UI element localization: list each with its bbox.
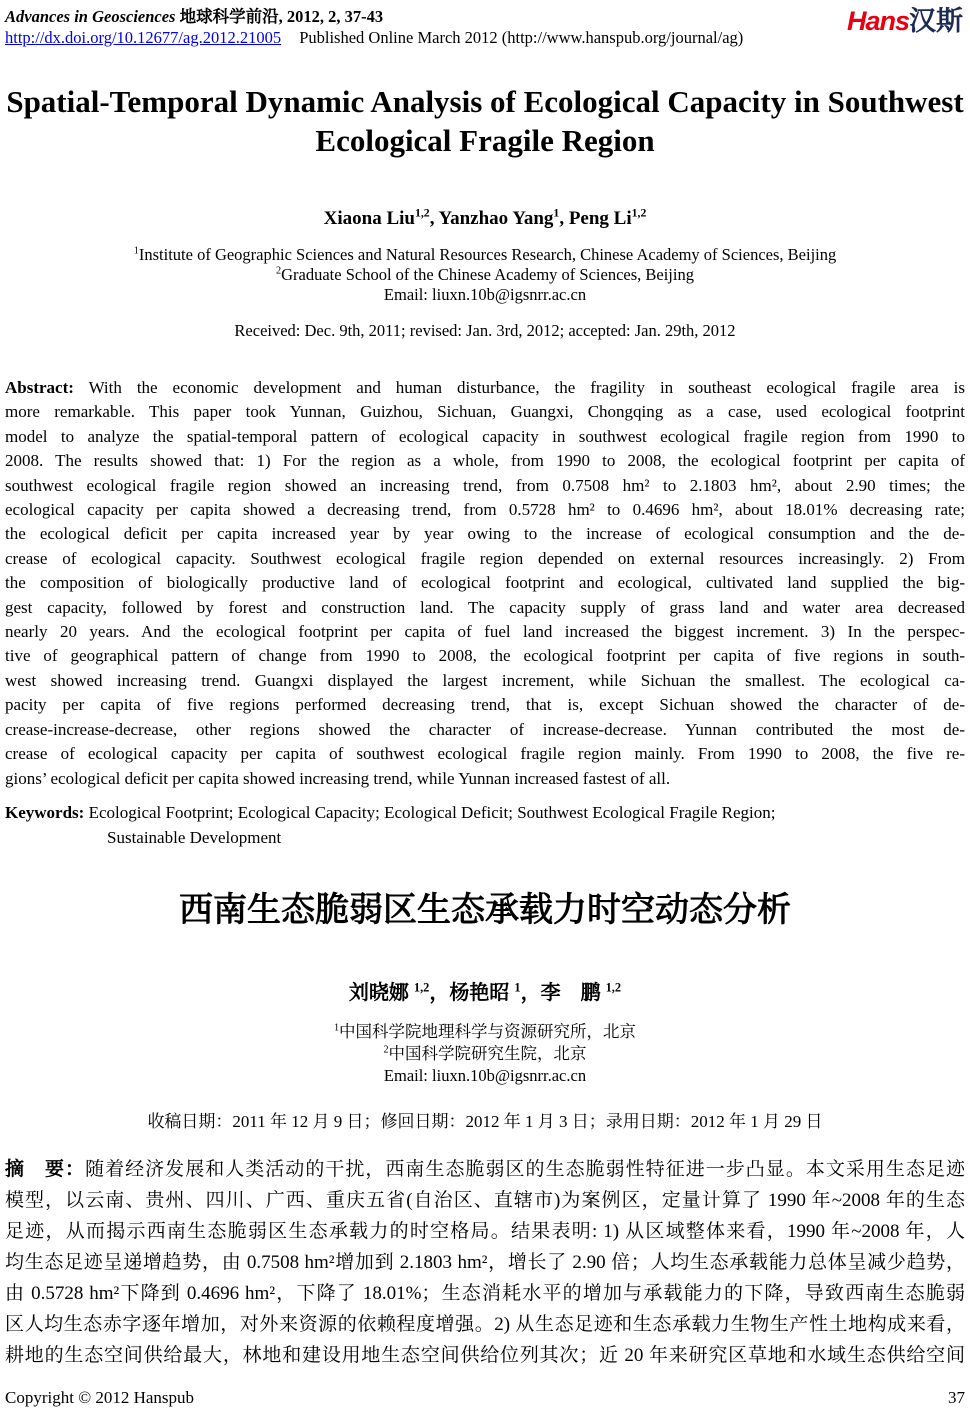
doi-link[interactable]: http://dx.doi.org/10.12677/ag.2012.21005 [5, 28, 282, 47]
author-affiliation-sup: 1,2 [414, 206, 430, 220]
received-dates-english: Received: Dec. 9th, 2011; revised: Jan. 3rd, 2012; accepted: Jan. 29th, 2012 [234, 321, 736, 340]
logo-hans-text: Hans [846, 6, 909, 36]
affiliation-sup: 2 [383, 1044, 389, 1056]
abstract-label: Abstract: [5, 378, 74, 397]
abstract-line: the composition of biologically productive land of ecological footprint and ecological, cultivated land supplied the big- [5, 573, 965, 593]
abstract-line: west showed increasing trend. Guangxi displayed the largest increment, while Sichuan the smallest. The ecological ca- [5, 670, 965, 690]
abstract-line: gions’ ecological deficit per capita showed increasing trend, while Yunnan increased fastest of all. [5, 768, 671, 788]
abstract-line: 足迹，从而揭示西南生态脆弱区生态承载力的时空格局。结果表明: 1) 从区域整体来看，1990 年~2008 年，人 [5, 1220, 965, 1242]
abstract-label: 摘 要： [5, 1158, 86, 1180]
page-footer [5, 1388, 965, 1408]
abstract-line: 区人均生态赤字逐年增加，对外来资源的依赖程度增强。2) 从生态足迹和生态承载力生物生产性土地构成来看， [5, 1313, 965, 1335]
page-header [5, 6, 965, 48]
author-name: , Yanzhao Yang$^1$ [429, 206, 560, 229]
affiliations-chinese [5, 1021, 965, 1087]
email-line: Email: liuxn.10b@igsnrr.ac.cn [383, 1065, 587, 1085]
abstract-line: the ecological deficit per capita increased year by year owing to the increase of ecological consumption and the de- [5, 524, 965, 544]
logo-chinese-text: 汉斯 [909, 6, 963, 36]
affiliation-sup: 2 [276, 265, 282, 277]
keywords-line: Sustainable Development [107, 827, 282, 847]
page-number: 37 [948, 1388, 965, 1407]
abstract-chinese [5, 1154, 965, 1371]
email-line: Email: liuxn.10b@igsnrr.ac.cn [383, 285, 587, 304]
abstract-line: gest capacity, followed by forest and construction land. The capacity supply of grass land and water area decreased [5, 597, 965, 617]
affiliation-line: $^2$Graduate School of the Chinese Academy of Sciences, Beijing [276, 265, 694, 284]
journal-info [5, 6, 743, 48]
author-affiliation-sup: 1,2 [631, 206, 647, 220]
authors-chinese [5, 976, 965, 1005]
authors-english [5, 208, 965, 230]
affiliation-line: $^1$Institute of Geographic Sciences and Natural Resources Research, Chinese Academy of Sciences, Beijing [133, 245, 837, 264]
abstract-line: ecological capacity per capita showed a decreasing trend, from 0.5728 hm² to 0.4696 hm², about 18.01% decreasing rate; [5, 500, 965, 520]
abstract-line: model to analyze the spatial-temporal pattern of ecological capacity in southwest ecological fragile region from 1990 to [5, 426, 965, 446]
author-name: , Peng Li$^{1,2}$ [559, 206, 647, 229]
copyright-text: Copyright © 2012 Hanspub [5, 1388, 195, 1407]
affiliation-sup: 1 [333, 1022, 340, 1034]
abstract-line: more remarkable. This paper took Yunnan, Guizhou, Sichuan, Guangxi, Chongqing as a case, used ecological footprint [5, 402, 965, 422]
abstract-line: crease of ecological capacity per capita of southwest ecological fragile region mainly. From 1990 to 2008, the five re- [5, 744, 965, 764]
abstract-line: Abstract: With the economic development and human disturbance, the fragility in southeast ecological fragile area is [5, 378, 965, 397]
author-name: Xiaona Liu$^{1,2}$ [323, 206, 430, 229]
keywords-line: Keywords: Ecological Footprint; Ecological Capacity; Ecological Deficit; Southwest Ecological Fragile Region; [5, 802, 776, 822]
author-affiliation-sup: 1,2 [413, 980, 430, 995]
keywords-label: Keywords: [5, 802, 85, 822]
keywords-english [5, 800, 965, 850]
affiliation-line: $^2$中国科学院研究生院，北京 [383, 1043, 587, 1063]
abstract-line: 由 0.5728 hm²下降到 0.4696 hm²，下降了 18.01%；生态消耗水平的增加与承载能力的下降，导致西南生态脆弱 [5, 1282, 965, 1304]
author-affiliation-sup: 1,2 [605, 980, 622, 995]
affiliation-line: $^1$中国科学院地理科学与资源研究所，北京 [333, 1021, 637, 1041]
abstract-line: crease-increase-decrease, other regions showed the character of increase-decrease. Yunnan contributed the most de- [5, 719, 965, 739]
abstract-line: 模型，以云南、贵州、四川、广西、重庆五省(自治区、直辖市)为案例区，定量计算了 1990 年~2008 年的生态 [5, 1189, 965, 1211]
author-affiliation-sup: 1 [553, 206, 560, 220]
abstract-line: 耕地的生态空间供给最大，林地和建设用地生态空间供给位列其次；近 20 年来研究区草地和水域生态供给空间 [5, 1344, 965, 1366]
abstract-line: tive of geographical pattern of change from 1990 to 2008, the ecological footprint per capita of five regions in south- [5, 646, 965, 666]
article-title-chinese: 西南生态脆弱区生态承载力时空动态分析 [179, 889, 791, 930]
journal-name-english: Advances in Geosciences [5, 7, 176, 26]
abstract-line: crease of ecological capacity. Southwest ecological fragile region depended on external resources increasingly. 2) From [5, 548, 965, 568]
abstract-line: nearly 20 years. And the ecological footprint per capita of fuel land increased the biggest increment. 3) In the perspec- [5, 622, 965, 642]
abstract-line: southwest ecological fragile region showed an increasing trend, from 0.7508 hm² to 2.1803 hm², about 2.90 times; the [5, 475, 965, 495]
journal-name-chinese-issue: 地球科学前沿, 2012, 2, 37-43 [179, 7, 384, 26]
author-affiliation-sup: 1 [514, 980, 521, 995]
author-name: ，杨艳昭 $^1$ [429, 980, 521, 1004]
abstract-line: 摘 要：随着经济发展和人类活动的干扰，西南生态脆弱区的生态脆弱性特征进一步凸显。本文采用生态足迹 [5, 1158, 965, 1180]
journal-title-line [5, 6, 743, 27]
hanspub-logo [847, 6, 965, 36]
author-name: ，李 鹏 $^{1,2}$ [520, 980, 622, 1004]
received-dates-chinese: 收稿日期：2011 年 12 月 9 日；修回日期：2012 年 1 月 3 日；录用日期：2012 年 1 月 29 日 [147, 1111, 823, 1131]
article-title-english: Spatial-Temporal Dynamic Analysis of Ecological Capacity in Southwest Ecological Fragile Region [6, 84, 964, 158]
abstract-line: 均生态足迹呈递增趋势，由 0.7508 hm²增加到 2.1803 hm²，增长了 2.90 倍；人均生态承载能力总体呈减少趋势， [5, 1251, 965, 1273]
published-online-text: Published Online March 2012 (http://www.hanspub.org/journal/ag) [299, 28, 744, 47]
abstract-line: 2008. The results showed that: 1) For the region as a whole, from 1990 to 2008, the ecological footprint per capita of [5, 451, 965, 471]
affiliation-sup: 1 [133, 245, 139, 257]
abstract-line: pacity per capita of five regions performed decreasing trend, that is, except Sichuan showed the character of de- [5, 695, 965, 715]
abstract-english [5, 376, 965, 791]
affiliations-english [5, 245, 965, 305]
author-name: 刘晓娜 $^{1,2}$ [348, 980, 430, 1004]
doi-line [5, 27, 743, 48]
